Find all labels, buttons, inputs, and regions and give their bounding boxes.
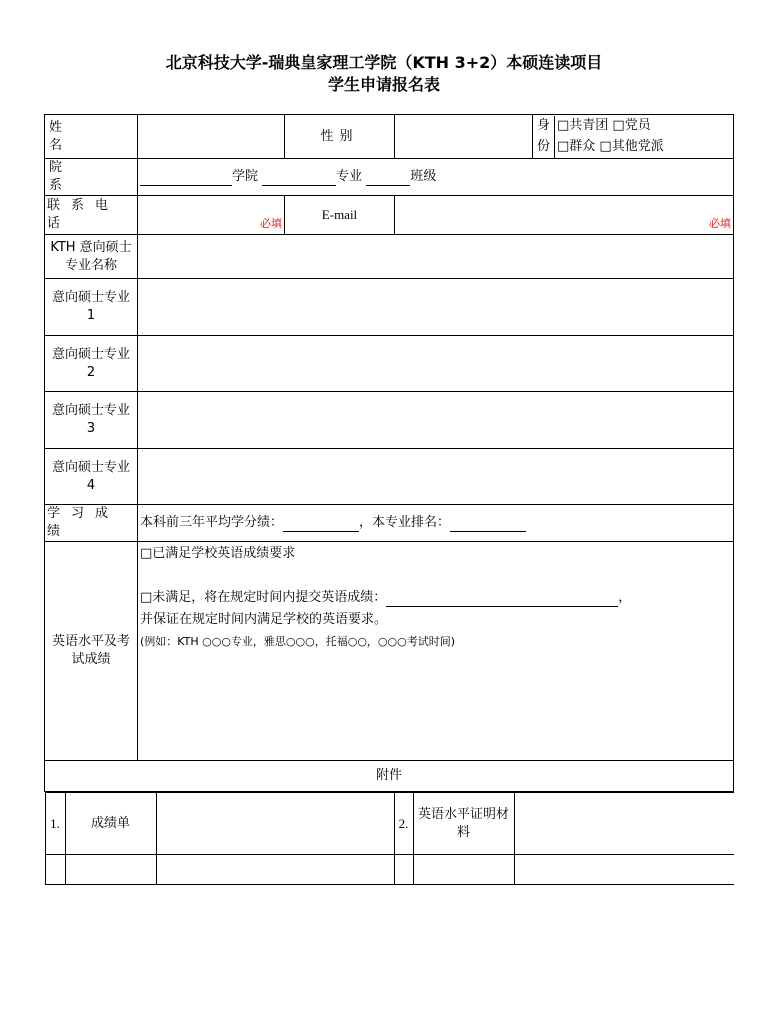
email-input-cell[interactable] bbox=[395, 196, 734, 235]
choice-3-input-cell[interactable] bbox=[138, 392, 734, 449]
attachment-empty-cell[interactable] bbox=[65, 855, 156, 885]
choice-2-label-cell: 意向硕士专业 2 bbox=[45, 336, 138, 392]
english-option-2[interactable]: □未满足，将在规定时间内提交英语成绩： bbox=[140, 590, 387, 605]
attachment-empty-cell[interactable] bbox=[45, 855, 65, 885]
choice-1-input-cell[interactable] bbox=[138, 279, 734, 336]
gender-input-cell[interactable] bbox=[395, 115, 533, 159]
english-label-cell bbox=[45, 542, 138, 761]
gpa-label-cell bbox=[45, 505, 138, 542]
gender-label: 性别 bbox=[320, 128, 359, 144]
attachment-2-label: 英语水平证明材料 bbox=[413, 793, 514, 855]
english-example: (例如：KTH ○○○专业，雅思○○○，托福○○，○○○考试时间) bbox=[140, 635, 456, 648]
phone-input-cell[interactable] bbox=[138, 196, 285, 235]
phone-label-cell bbox=[45, 196, 138, 235]
school-label-cell bbox=[45, 159, 138, 196]
application-table bbox=[44, 114, 734, 885]
english-label: 英语水平及考试成绩 bbox=[51, 634, 130, 667]
attachment-2-number: 2. bbox=[394, 793, 413, 855]
choice-2-input-cell[interactable] bbox=[138, 336, 734, 392]
gender-label-cell bbox=[285, 115, 395, 159]
attachment-empty-cell[interactable] bbox=[413, 855, 514, 885]
attachments-header: 附件 bbox=[45, 761, 734, 792]
attachment-1-label: 成绩单 bbox=[65, 793, 156, 855]
attachment-2-input[interactable] bbox=[514, 793, 734, 855]
name-input-cell[interactable] bbox=[138, 115, 285, 159]
attachment-1-number: 1. bbox=[45, 793, 65, 855]
form-title bbox=[0, 52, 768, 96]
email-label-cell bbox=[285, 196, 395, 235]
phone-label: 联系电话 bbox=[47, 198, 120, 231]
english-input-cell: □已满足学校英语成绩要求 □未满足，将在规定时间内提交英语成绩： ， 并保证在规定时间内满足学校的英语要求。 (例如：KTH ○○○专业，雅思○○○，托福○○，○○○考试时间) bbox=[138, 542, 734, 761]
choice-3-label-cell: 意向硕士专业 3 bbox=[45, 392, 138, 449]
english-option-1[interactable]: □已满足学校英语成绩要求 bbox=[140, 546, 296, 561]
attachment-empty-cell[interactable] bbox=[394, 855, 413, 885]
english-note: 并保证在规定时间内满足学校的英语要求。 bbox=[140, 612, 388, 627]
kth-program-label-cell bbox=[45, 235, 138, 279]
required-mark-phone: 必填 bbox=[260, 217, 282, 230]
school-label: 院系 bbox=[49, 160, 111, 193]
choice-4-label-cell: 意向硕士专业 4 bbox=[45, 449, 138, 505]
kth-program-label: KTH 意向硕士专业名称 bbox=[50, 239, 132, 273]
status-label: 身 份 bbox=[533, 116, 555, 158]
gpa-input-cell[interactable]: 本科前三年平均学分绩： ，本专业排名： bbox=[138, 505, 734, 542]
name-label: 姓名 bbox=[49, 119, 111, 153]
school-input-cell[interactable]: 学院 专业 班级 bbox=[138, 159, 734, 196]
title-line-1: 北京科技大学-瑞典皇家理工学院（KTH 3+2）本硕连读项目 bbox=[165, 53, 603, 72]
name-label-cell bbox=[45, 115, 138, 159]
status-options-2[interactable]: □群众 □其他党派 bbox=[557, 139, 664, 154]
email-label: E-mail bbox=[321, 207, 358, 222]
attachment-empty-cell[interactable] bbox=[156, 855, 394, 885]
choice-4-input-cell[interactable] bbox=[138, 449, 734, 505]
kth-program-input-cell[interactable] bbox=[138, 235, 734, 279]
choice-1-label-cell: 意向硕士专业 1 bbox=[45, 279, 138, 336]
attachment-1-input[interactable] bbox=[156, 793, 394, 855]
attachment-empty-cell[interactable] bbox=[514, 855, 734, 885]
title-line-2: 学生申请报名表 bbox=[327, 75, 440, 94]
required-mark-email: 必填 bbox=[709, 217, 731, 230]
status-options-1[interactable]: □共青团 □党员 bbox=[557, 118, 651, 133]
attachments-table bbox=[45, 792, 734, 885]
gpa-label: 学习成绩 bbox=[47, 506, 120, 539]
